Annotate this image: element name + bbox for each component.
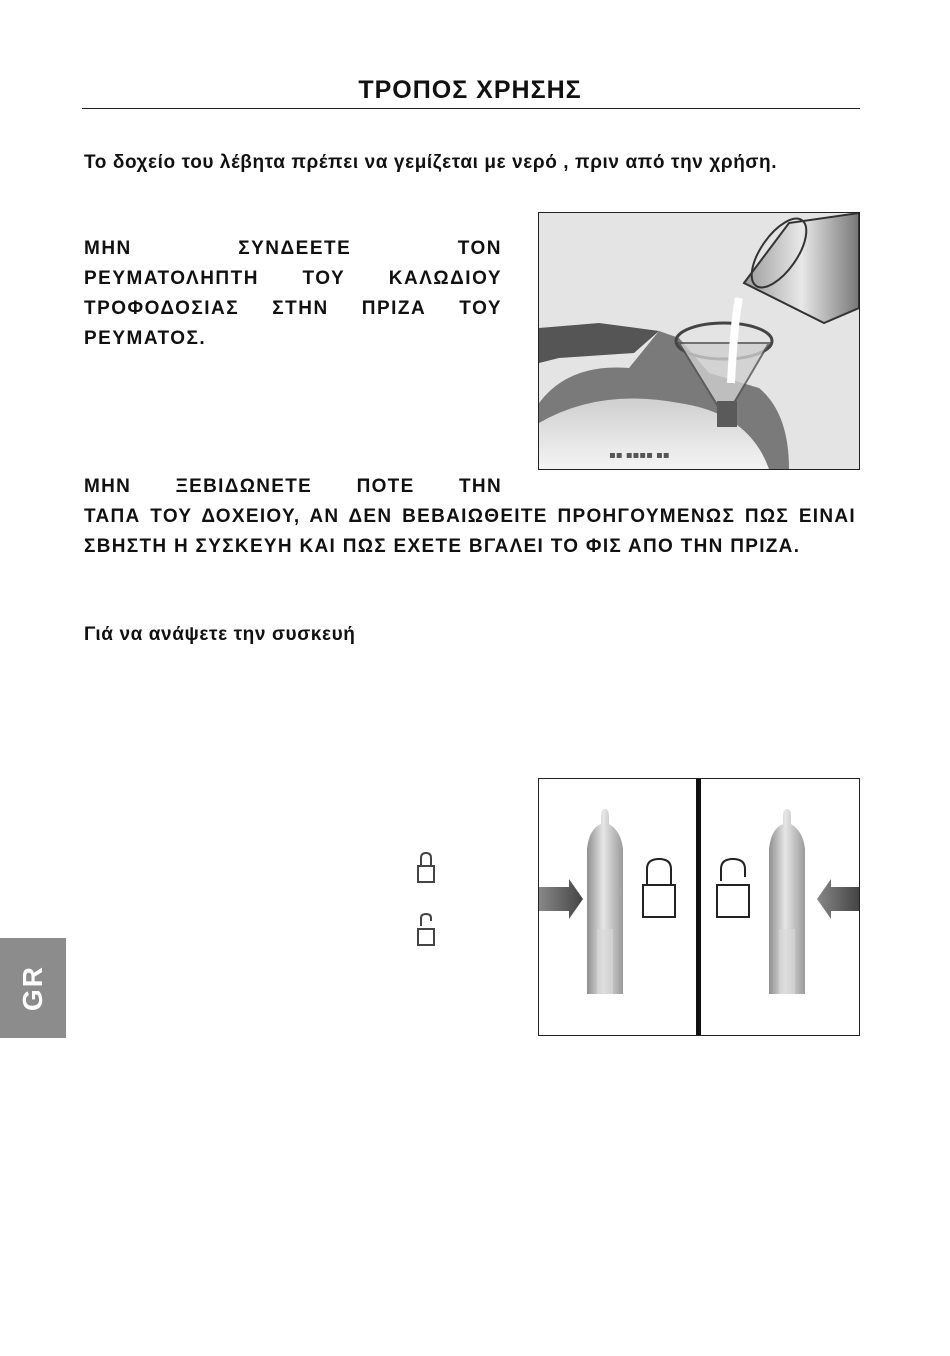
no-unscrew-first-line xyxy=(84,472,502,502)
no-unscrew-word: ΞΕΒΙΔΩΝΕΤΕ xyxy=(175,476,313,497)
no-plug-warning xyxy=(84,234,502,354)
no-plug-first-line xyxy=(84,234,502,264)
no-plug-word: ΤΟΝ xyxy=(457,238,502,259)
title-divider xyxy=(82,108,860,109)
no-unscrew-warning xyxy=(84,472,856,562)
no-plug-word: ΣΥΝΔΕΕΤΕ xyxy=(238,238,352,259)
no-unscrew-word: ΠΟΤΕ xyxy=(356,476,415,497)
language-tab xyxy=(0,938,66,1038)
no-unscrew-rest: ΤΑΠΑ ΤΟΥ ΔΟΧΕΙΟΥ, ΑΝ ΔΕΝ ΒΕΒΑΙΩΘΕΙΤΕ ΠΡΟΗΓΟΥΜΕΝΩΣ ΠΩΣ ΕΙΝΑΙ ΣΒΗΣΤΗ Η ΣΥΣΚΕΥΗ ΚΑΙ ΠΩΣ ΕΧΕΤΕ ΒΓΑΛΕΙ ΤΟ ΦΙΣ ΑΠΟ ΤΗΝ ΠΡΙΖΑ. xyxy=(84,506,856,557)
page-title: ΤΡΟΠΟΣ ΧΡΗΣΗΣ xyxy=(358,76,582,104)
language-tab-label: GR xyxy=(17,965,48,1011)
cap-lock-illustration xyxy=(538,778,860,1036)
no-plug-word: ΜΗΝ xyxy=(84,238,132,259)
lock-open-icon xyxy=(415,912,439,948)
lock-closed-icon xyxy=(415,850,439,886)
no-unscrew-word: ΜΗΝ xyxy=(84,476,132,497)
fill-tank-paragraph: Το δοχείο του λέβητα πρέπει να γεμίζεται με νερό , πριν από την χρήση. xyxy=(84,152,778,173)
svg-text:▪▪ ▪▪▪▪ ▪▪: ▪▪ ▪▪▪▪ ▪▪ xyxy=(609,450,670,461)
filling-tank-illustration xyxy=(538,212,860,470)
no-unscrew-word: ΤΗΝ xyxy=(459,476,502,497)
switch-on-heading: Γιά να ανάψετε την συσκευή xyxy=(84,624,356,645)
no-plug-rest: ΡΕΥΜΑΤΟΛΗΠΤΗ ΤΟΥ ΚΑΛΩΔΙΟΥ ΤΡΟΦΟΔΟΣΙΑΣ ΣΤΗΝ ΠΡΙΖΑ ΤΟΥ ΡΕΥΜΑΤΟΣ. xyxy=(84,268,502,349)
